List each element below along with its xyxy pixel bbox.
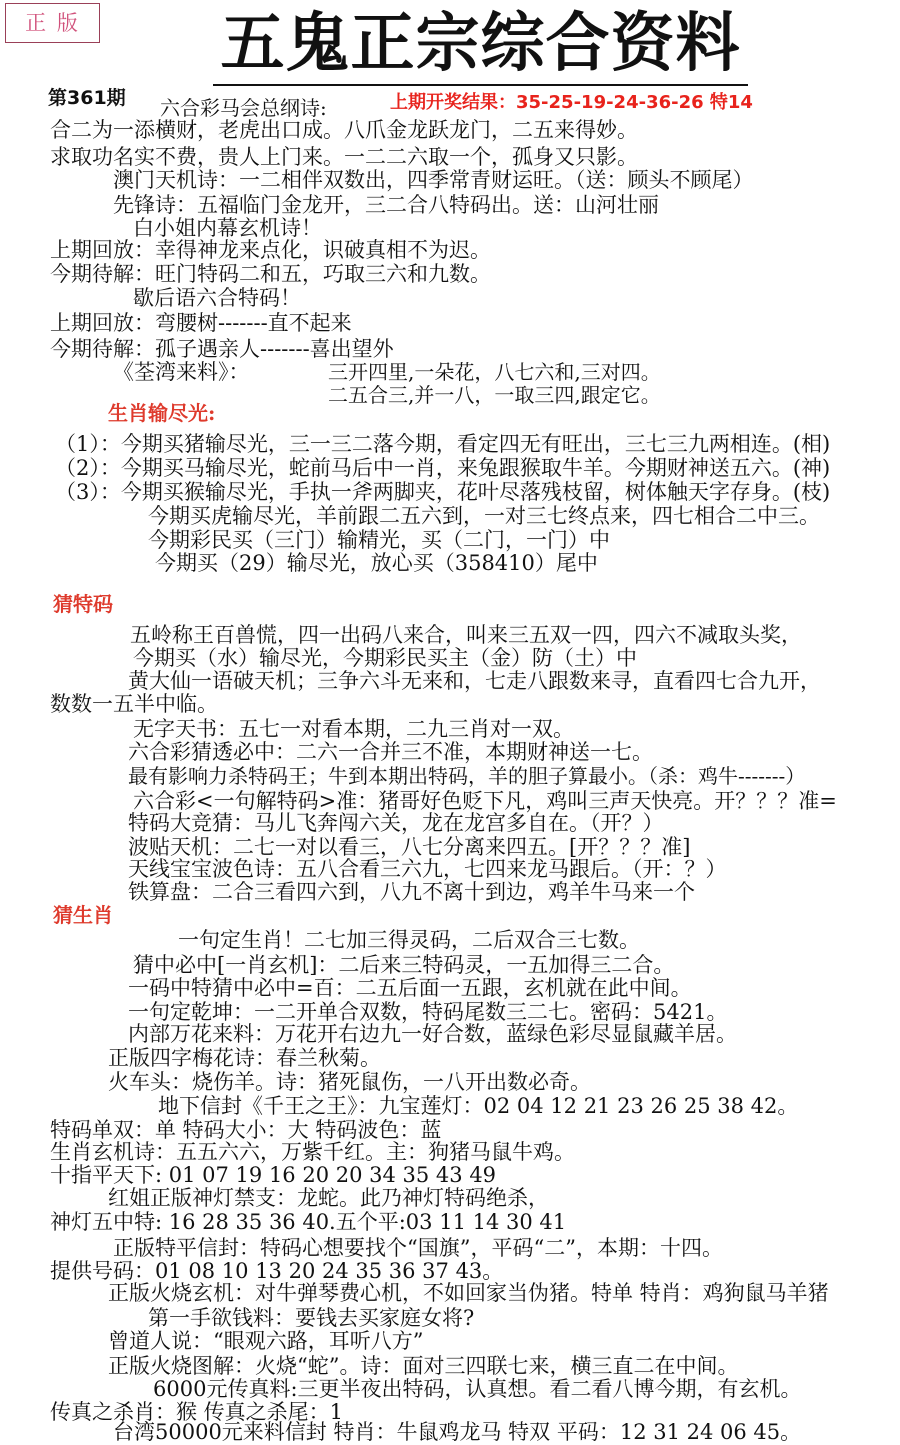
title-underline	[213, 84, 748, 86]
text-line: 求取功名实不费，贵人上门来。一二二六取一个，孤身又只影。	[50, 145, 638, 169]
text-line: 内部万花来料：万花开右边九一好合数，蓝绿色彩尽显鼠藏羊居。	[128, 1022, 737, 1046]
text-line: 六合彩猜透必中：二六一合并三不准，本期财神送一七。	[128, 740, 653, 764]
section-heading-guess-special: 猜特码	[53, 592, 113, 616]
text-line: 天线宝宝波色诗：五八合看三六九，七四来龙马跟后。（开：？）	[128, 857, 727, 881]
page-title: 五鬼正宗综合资料	[220, 6, 741, 81]
text-line: 正版四字梅花诗：春兰秋菊。	[108, 1046, 381, 1070]
issue-number: 第361期	[48, 87, 126, 109]
text-line: 今期买虎输尽光，羊前跟二五六到，一对三七终点来，四七相合二中三。	[148, 504, 820, 528]
text-line: 铁算盘：二合三看四六到，八九不离十到边，鸡羊牛马来一个	[128, 880, 695, 904]
text-line: （3）：今期买猴输尽光，手执一斧两脚夹，花叶尽落残枝留，树体触天字存身。(枝)	[55, 480, 831, 504]
text-line: 最有影响力杀特码王；牛到本期出特码，羊的胆子算最小。（杀：鸡牛-------）	[128, 764, 806, 788]
text-line: 今期待解：旺门特码二和五，巧取三六和九数。	[50, 262, 491, 286]
text-line: 猜中必中[一肖玄机]：二后来三特码灵，一五加得三二合。	[133, 953, 675, 977]
text-line: 正版特平信封：特码心想要找个“国旗”，平码“二”，本期：十四。	[113, 1236, 723, 1260]
text-line: 澳门天机诗：一二相伴双数出，四季常青财运旺。（送：顾头不顾尾）	[113, 168, 754, 192]
text-line: 《荃湾来料》：	[113, 360, 250, 384]
text-line: 红姐正版神灯禁支：龙蛇。此乃神灯特码绝杀，	[108, 1186, 549, 1210]
text-line: 生肖玄机诗：五五六六，万紫千红。主：狗猪马鼠牛鸡。	[50, 1140, 575, 1164]
text-line: 歇后语六合特码！	[133, 286, 301, 310]
text-line: 黄大仙一语破天机；三争六斗无来和，七走八跟数来寻，直看四七合九开，	[128, 669, 821, 693]
text-line: 台湾50000元来料信封 特肖：牛鼠鸡龙马 特双 平码：12 31 24 06 45。	[113, 1420, 802, 1444]
text-line: 一句定乾坤：一二开单合双数，特码尾数三二七。密码：5421。	[128, 1000, 728, 1024]
text-line: 波贴天机：二七一对以看三，八七分离来四五。[开？？？准]	[128, 835, 691, 859]
text-line: 正版火烧玄机：对牛弹琴费心机，不如回家当伪猪。特单 特肖：鸡狗鼠马羊猪	[108, 1281, 829, 1305]
text-line: 一句定生肖！二七加三得灵码，二后双合三七数。	[178, 928, 640, 952]
genuine-edition-badge: 正 版	[5, 3, 100, 43]
text-line: 今期彩民买（三门）输精光，买（二门，一门）中	[148, 528, 610, 552]
text-line: 正版火烧图解：火烧“蛇”。诗：面对三四联七来，横三直二在中间。	[108, 1354, 739, 1378]
text-line: （1）：今期买猪输尽光，三一三二落今期，看定四无有旺出，三七三九两相连。(相)	[55, 432, 831, 456]
text-line: 三开四里,一朵花，八七六和,三对四。	[328, 360, 661, 384]
text-line: 曾道人说：“眼观六路，耳听八方”	[108, 1329, 424, 1353]
text-line: 今期待解：孤子遇亲人-------喜出望外	[50, 337, 394, 361]
text-line: 十指平天下: 01 07 19 16 20 20 34 35 43 49	[50, 1163, 497, 1187]
text-line: 一码中特猜中必中=百：二五后面一五跟，玄机就在此中间。	[128, 976, 692, 1000]
text-line: 数数一五半中临。	[50, 692, 218, 716]
text-line: 今期买（29）输尽光，放心买（358410）尾中	[155, 551, 598, 575]
text-line: 神灯五中特: 16 28 35 36 40.五个平:03 11 14 30 41	[50, 1210, 567, 1234]
last-draw-result: 上期开奖结果：35-25-19-24-36-26 特14	[390, 92, 753, 113]
text-line: 特码单双：单 特码大小：大 特码波色：蓝	[50, 1118, 442, 1142]
text-line: 火车头：烧伤羊。诗：猪死鼠伤，一八开出数必奇。	[108, 1070, 591, 1094]
text-line: 第一手欲钱料：要钱去买家庭女将?	[148, 1306, 475, 1330]
text-line: 二五合三,并一八，一取三四,跟定它。	[328, 383, 661, 407]
section-heading-guess-zodiac: 猜生肖	[53, 903, 113, 927]
text-line: 今期买（水）输尽光，今期彩民买主（金）防（土）中	[133, 646, 637, 670]
text-line: 白小姐内幕玄机诗！	[133, 216, 322, 240]
section-heading-lose-zodiac: 生肖输尽光:	[108, 401, 216, 425]
text-line: 提供号码：01 08 10 13 20 24 35 36 37 43。	[50, 1259, 504, 1283]
text-line: 合二为一添横财，老虎出口成。八爪金龙跃龙门，二五来得妙。	[50, 118, 638, 142]
poem-title: 六合彩马会总纲诗:	[160, 96, 327, 120]
text-line: 五岭称王百兽慌，四一出码八来合，叫来三五双一四，四六不减取头奖，	[130, 623, 802, 647]
text-line: 上期回放：弯腰树-------直不起来	[50, 311, 352, 335]
text-line: 先锋诗：五福临门金龙开，三二合八特码出。送：山河壮丽	[113, 193, 659, 217]
text-line: （2）：今期买马输尽光，蛇前马后中一肖，来兔跟猴取牛羊。今期财神送五六。(神)	[55, 456, 831, 480]
text-line: 6000元传真料:三更半夜出特码，认真想。看二看八博今期，有玄机。	[153, 1377, 802, 1401]
text-line: 特码大竞猜：马儿飞奔闯六关，龙在龙宫多自在。（开？）	[128, 811, 664, 835]
text-line: 传真之杀肖：猴 传真之杀尾：1	[50, 1400, 344, 1424]
text-line: 上期回放：幸得神龙来点化，识破真相不为迟。	[50, 238, 491, 262]
text-line: 六合彩<一句解特码>准：猪哥好色贬下凡，鸡叫三声天快亮。开？？？准=	[133, 789, 837, 813]
text-line: 无字天书：五七一对看本期，二九三肖对一双。	[133, 717, 574, 741]
text-line: 地下信封《千王之王》：九宝莲灯：02 04 12 21 23 26 25 38 42。	[158, 1094, 799, 1118]
